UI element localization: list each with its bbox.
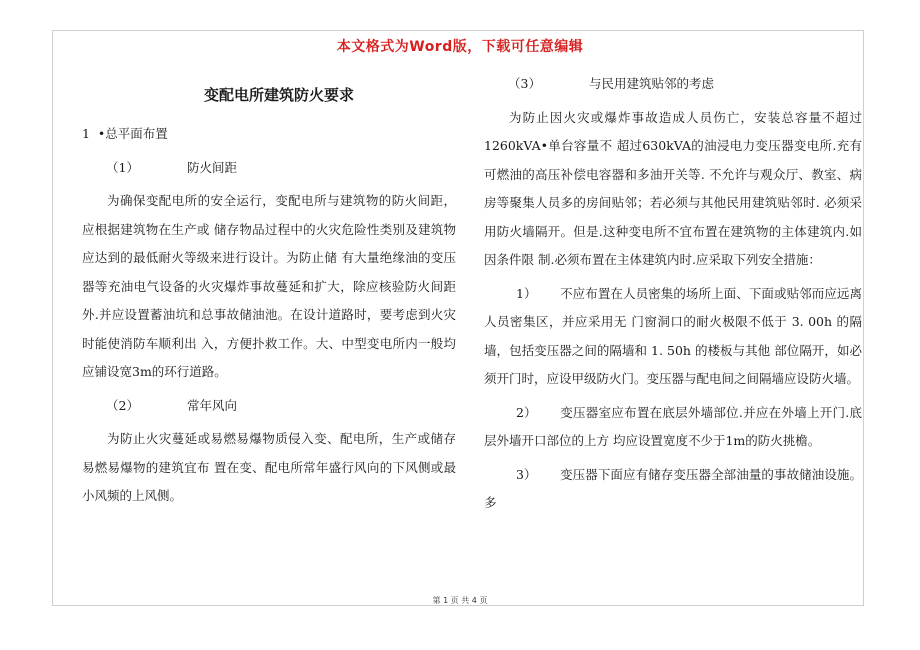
list-item-text: 变压器下面应有储存变压器全部油量的事故储油设施。多 — [484, 466, 862, 510]
list-item — [484, 399, 862, 456]
subheading-number: （2） — [106, 397, 139, 413]
document-title: 变配电所建筑防火要求 — [203, 86, 354, 104]
section-heading-layout: 1 •总平面布置 — [82, 126, 168, 141]
subheading-number: （1） — [106, 159, 139, 175]
list-item-number: 1） — [516, 285, 537, 301]
list-item — [484, 280, 862, 394]
page-number-footer: 第 1 页 共 4 页 — [432, 596, 488, 605]
right-column — [484, 70, 862, 518]
list-item — [484, 461, 862, 518]
left-column — [82, 80, 456, 511]
paragraph-fire-distance: 为确保变配电所的安全运行，变配电所与建筑物的防火间距，应根据建筑物在生产或 储存物品过程中的火灾危险性类别及建筑物应达到的最低耐火等级来进行设计。为防止储 有大量绝缘油的变压器等充油电气设备的火灾爆炸事故蔓延和扩大，除应核验防火间距 外.并应设置蓄油坑和总事故储油池。在设计道路时，要考虑到火灾时能使消防车顺利出 入，方便扑救工作。大、中型变电所内一般均应铺设宽3m的环行道路。 — [82, 193, 456, 379]
word-format-banner: 本文格式为Word版，下载可任意编辑 — [336, 39, 584, 55]
subheading-wind-direction — [82, 392, 456, 421]
list-item-number: 3） — [516, 466, 537, 482]
subheading-civil-adjacency — [484, 70, 862, 99]
list-item-text: 变压器室应布置在底层外墙部位.并应在外墙上开门.底层外墙开口部位的上方 均应设置宽度不少于1m的防火挑檐。 — [484, 404, 862, 448]
subheading-number: （3） — [508, 76, 541, 91]
paragraph-wind-direction: 为防止火灾蔓延或易燃易爆物质侵入变、配电所，生产或储存易燃易爆物的建筑宜布 置在变、配电所常年盛行风向的下风侧或最小风频的上风侧。 — [82, 431, 456, 503]
paragraph-civil-adjacency: 为防止因火灾或爆炸事故造成人员伤亡，安装总容量不超过1260kVA•单台容量不 超过630kVA的油浸电力变压器变电所.充有可燃油的高压补偿电容器和多油开关等. 不允许与观众厅、教室、病房等聚集人员多的房间贴邻；若必须与其他民用建筑贴邻时. 必须采用防火墙隔开。但是.这种变电所不宜布置在建筑物的主体建筑内.如因条件限 制.必须布置在主体建筑内时.应采取下列安全措施： — [484, 109, 862, 267]
subheading-label: 防火间距 — [187, 159, 238, 175]
subheading-label: 常年风向 — [187, 397, 238, 413]
list-item-text: 不应布置在人员密集的场所上面、下面或贴邻而应远离人员密集区，并应采用无 门窗洞口的耐火极限不低于 3. 00h 的隔墙，包括变压器之间的隔墙和 1. 50h 的楼板与其他 部位隔开，如必须开门时，应设甲级防火门。变压器与配电间之间隔墙应设防火墙。 — [484, 285, 862, 386]
subheading-label: 与民用建筑贴邻的考虑 — [589, 76, 715, 91]
subheading-fire-distance — [82, 154, 456, 183]
list-item-number: 2） — [516, 404, 537, 420]
